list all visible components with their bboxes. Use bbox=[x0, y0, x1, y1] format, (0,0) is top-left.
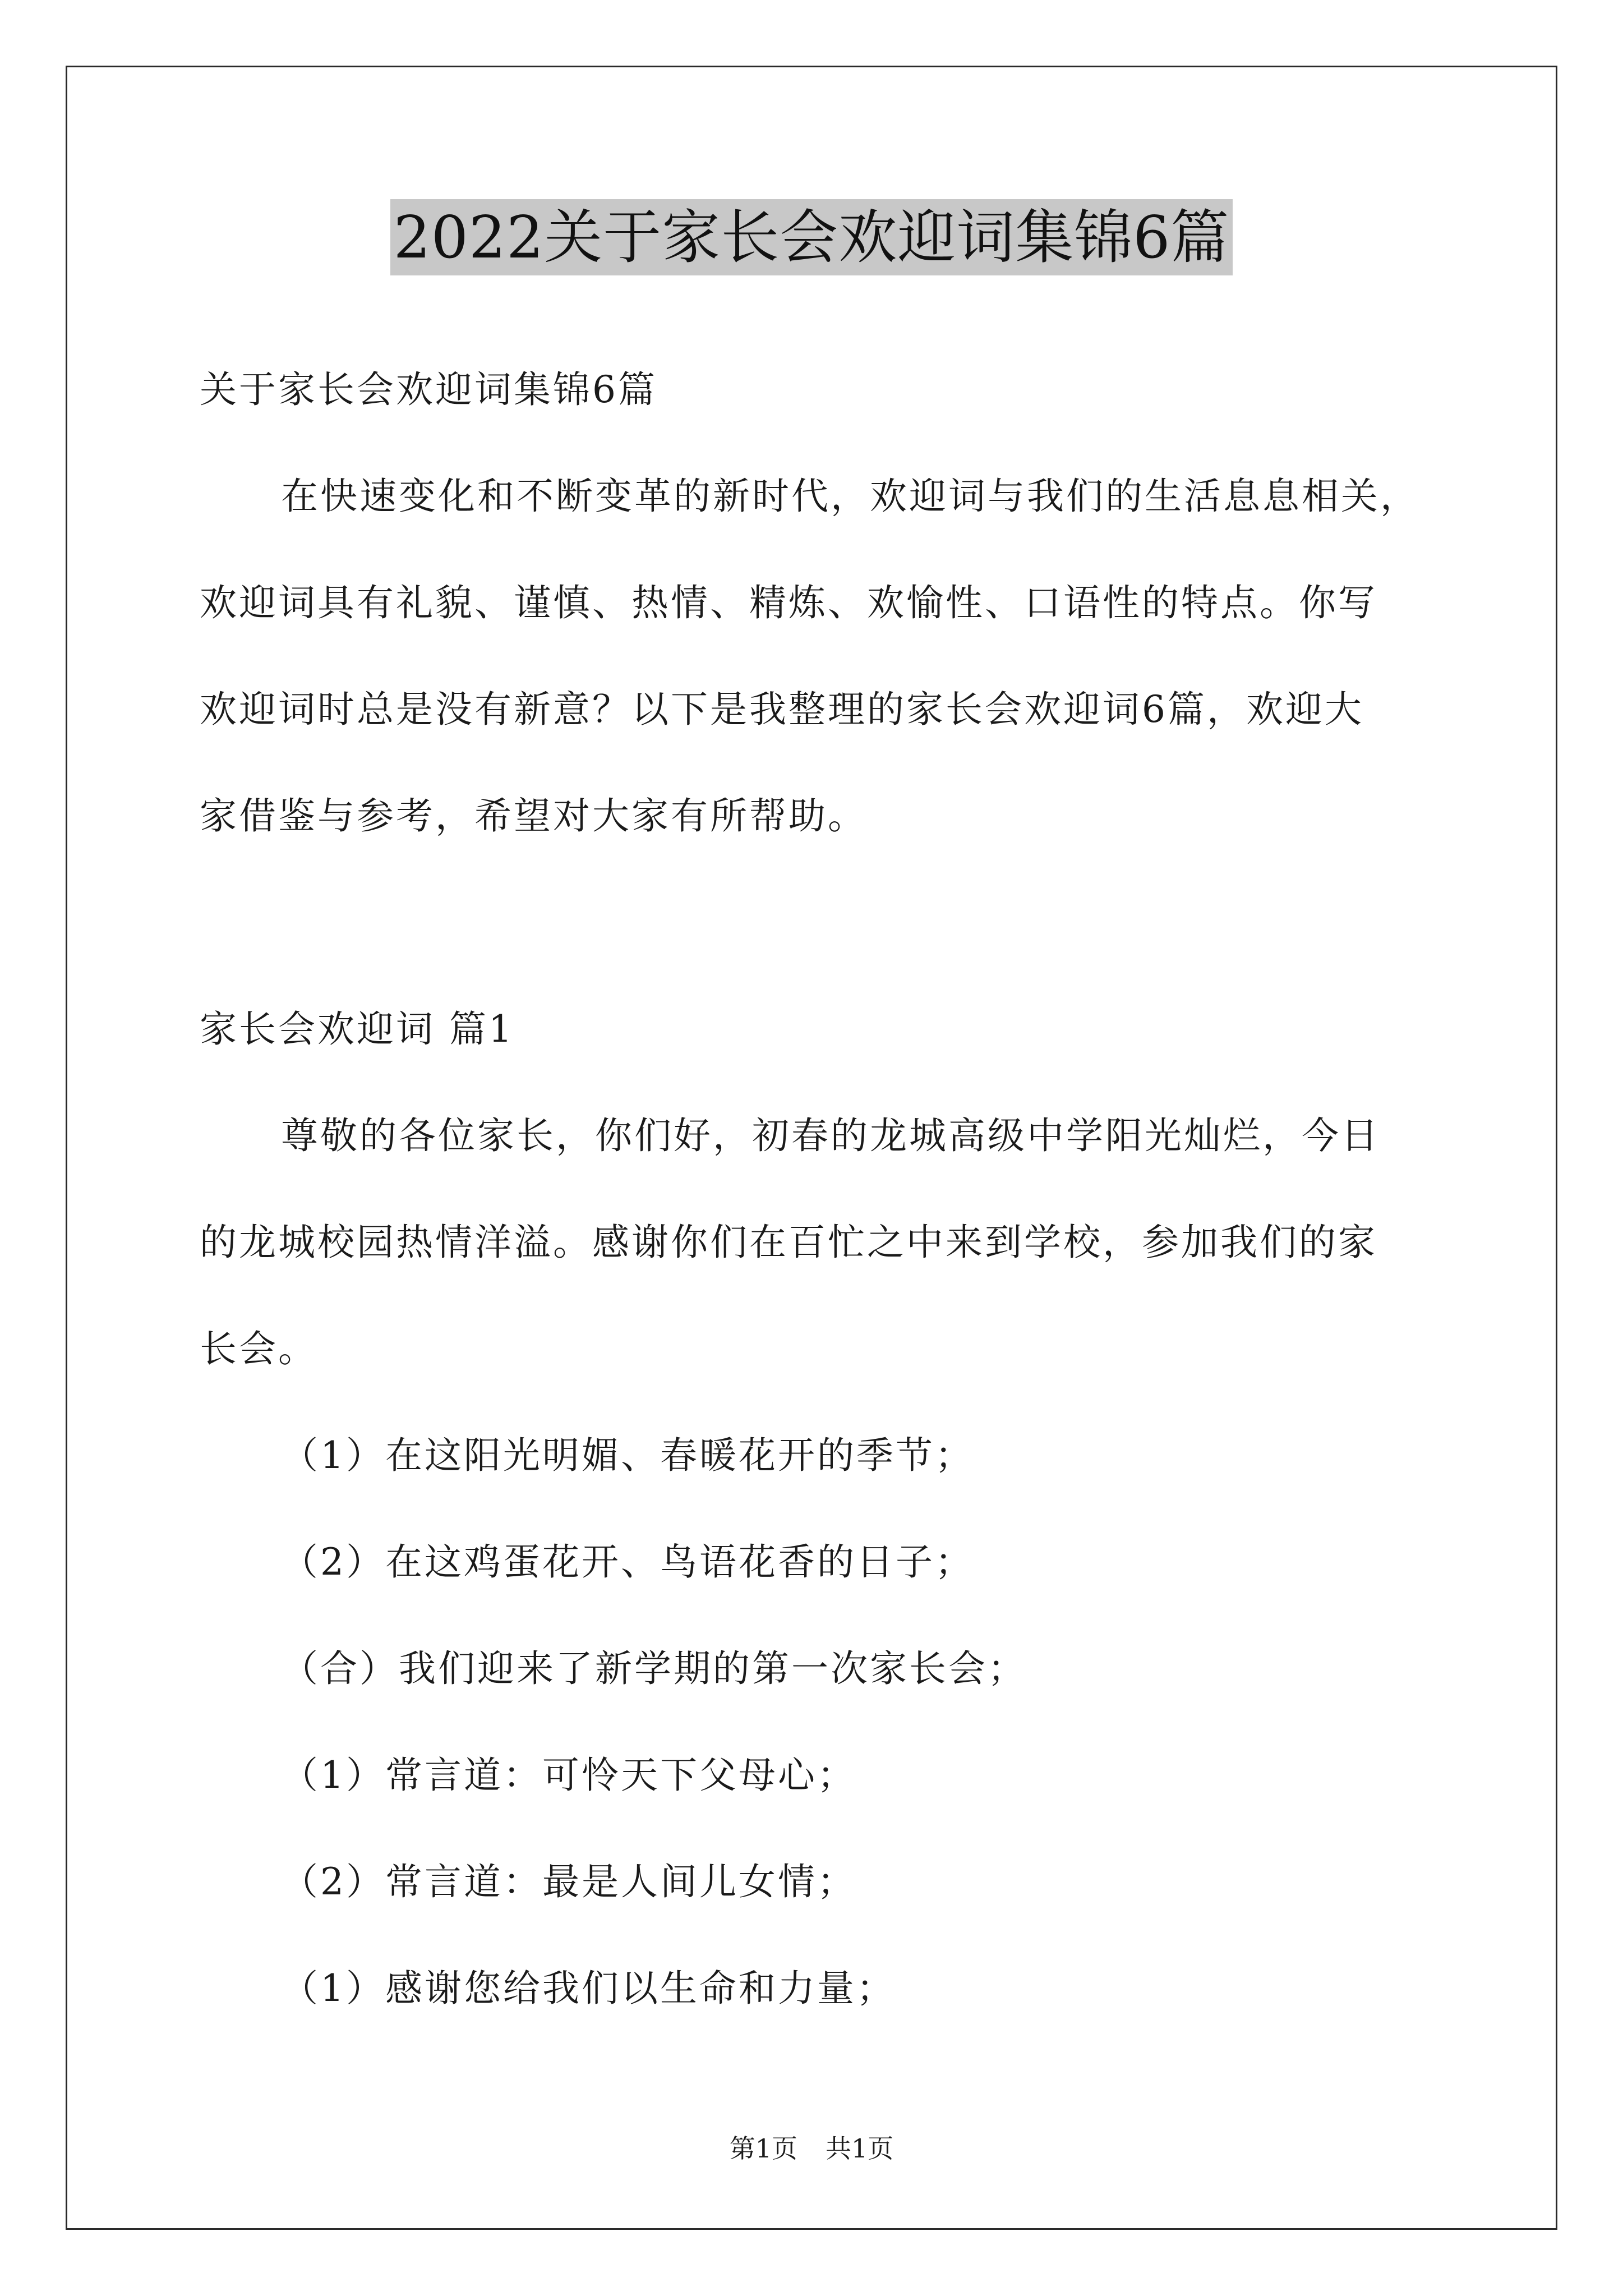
page-footer bbox=[0, 2132, 1623, 2165]
intro-line: 家借鉴与参考，希望对大家有所帮助。 bbox=[200, 794, 867, 838]
list-item: （2）常言道：最是人间儿女情； bbox=[281, 1860, 856, 1903]
document-title: 2022关于家长会欢迎词集锦6篇 bbox=[390, 199, 1233, 275]
intro-line: 欢迎词时总是没有新意？以下是我整理的家长会欢迎词6篇，欢迎大 bbox=[200, 688, 1364, 731]
list-item: （1）感谢您给我们以生命和力量； bbox=[281, 1967, 896, 2010]
list-item: （2）在这鸡蛋花开、鸟语花香的日子； bbox=[281, 1540, 974, 1584]
intro-line: 在快速变化和不断变革的新时代，欢迎词与我们的生活息息相关， bbox=[281, 475, 1419, 518]
list-item: （1）在这阳光明媚、春暖花开的季节； bbox=[281, 1434, 974, 1477]
section-heading: 家长会欢迎词 篇1 bbox=[200, 1007, 514, 1051]
paragraph-gap bbox=[200, 869, 1461, 976]
section-line: 尊敬的各位家长，你们好，初春的龙城高级中学阳光灿烂，今日 bbox=[281, 1114, 1380, 1157]
title-container bbox=[0, 199, 1623, 275]
section-line: 长会。 bbox=[200, 1327, 317, 1370]
list-item: （合）我们迎来了新学期的第一次家长会； bbox=[281, 1647, 1027, 1690]
page-number-total: 共1页 bbox=[826, 2133, 894, 2164]
page-number-current: 第1页 bbox=[729, 2133, 797, 2164]
document-subtitle: 关于家长会欢迎词集锦6篇 bbox=[200, 368, 657, 411]
intro-line: 欢迎词具有礼貌、谨慎、热情、精炼、欢愉性、口语性的特点。你写 bbox=[200, 581, 1377, 624]
list-item: （1）常言道：可怜天下父母心； bbox=[281, 1754, 856, 1797]
document-body bbox=[200, 337, 1461, 2042]
section-line: 的龙城校园热情洋溢。感谢你们在百忙之中来到学校，参加我们的家 bbox=[200, 1221, 1377, 1264]
